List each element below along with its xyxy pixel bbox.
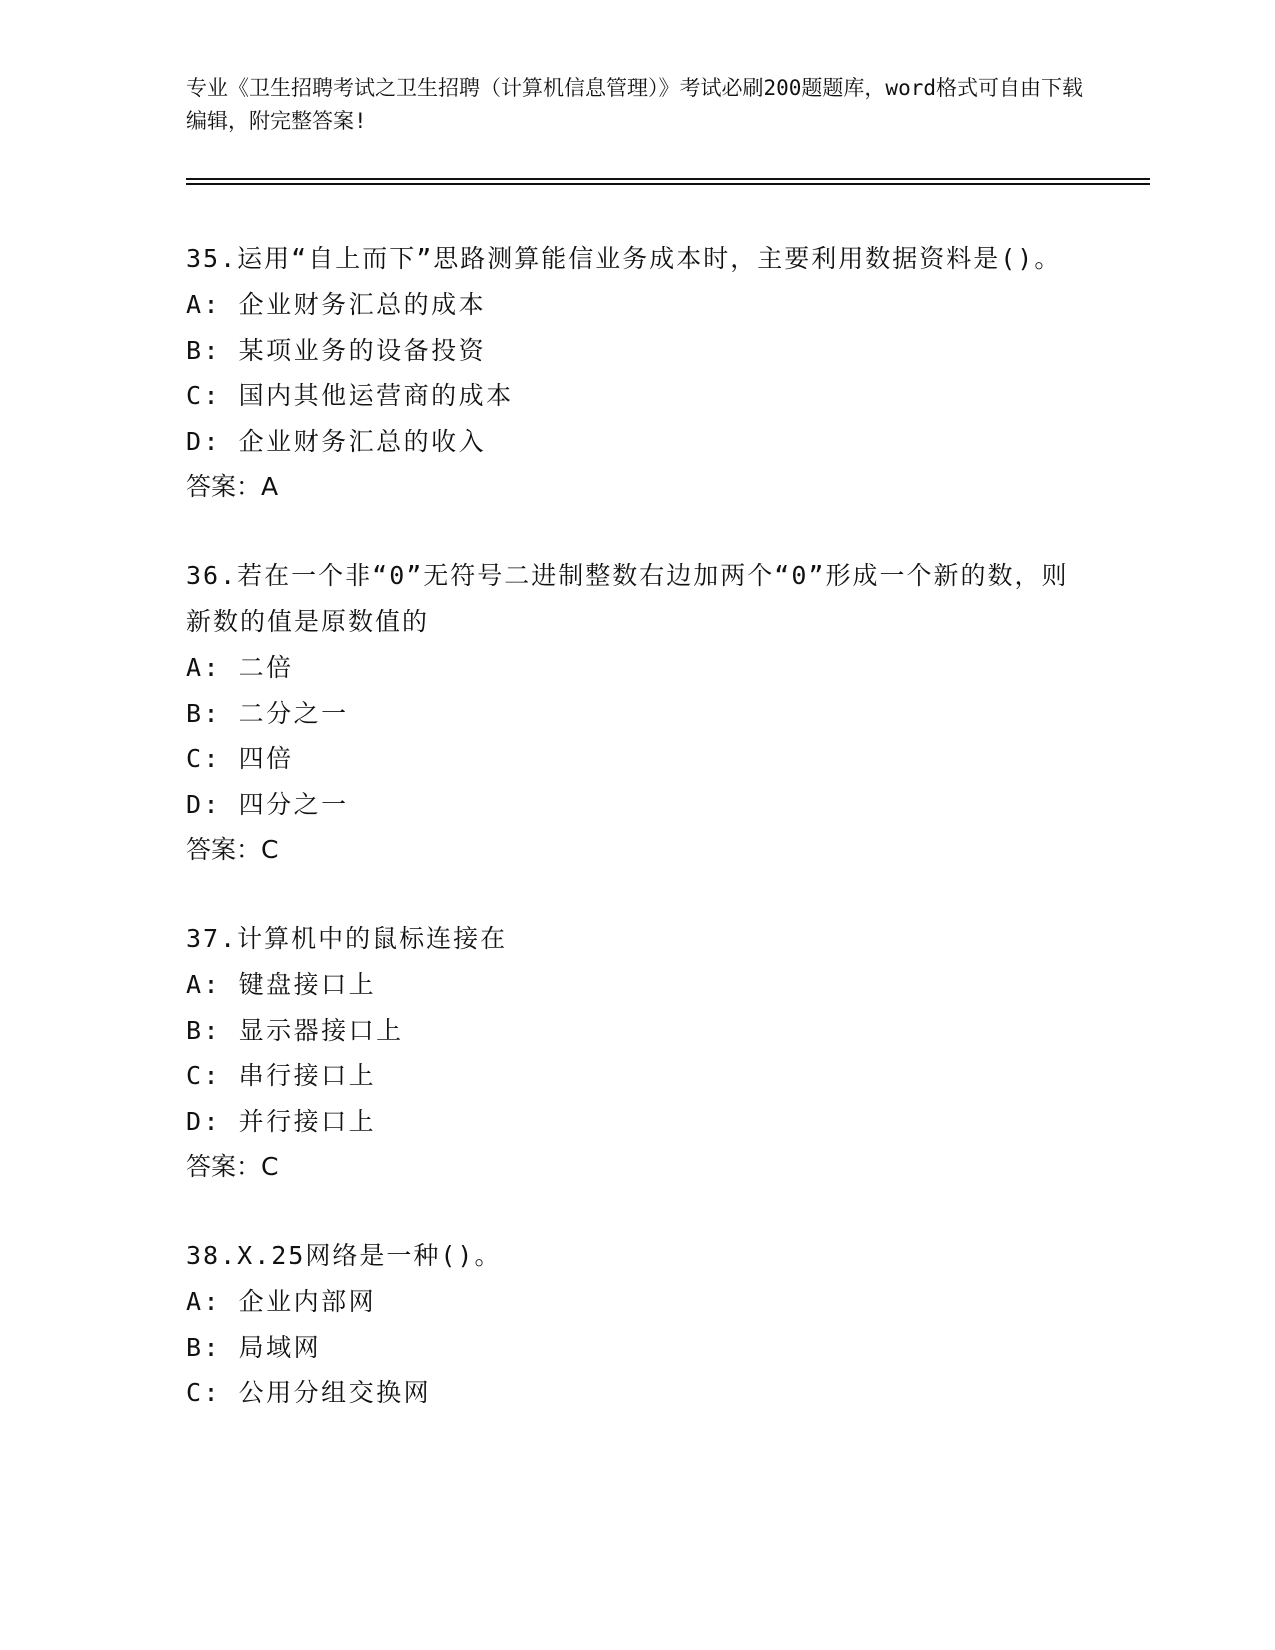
option-c: C: 国内其他运营商的成本 [186,381,514,410]
option-d: D: 并行接口上 [186,1106,377,1136]
option-c: C: 公用分组交换网 [186,1378,432,1407]
answer-line: 答案：C [186,835,279,864]
question-37 [186,916,1086,1190]
option-b: B: 某项业务的设备投资 [186,335,487,365]
question-stem: 35.运用“自上而下”思路测算能信业务成本时，主要利用数据资料是()。 [186,244,1062,273]
option-b: B: 显示器接口上 [186,1015,404,1045]
question-38 [186,1233,1086,1416]
question-list [186,236,1086,1459]
question-stem: 37.计算机中的鼠标连接在 [186,924,508,953]
document-header-note: 专业《卫生招聘考试之卫生招聘（计算机信息管理）》考试必刷200题题库，word格式可自由下载编辑，附完整答案! [186,76,1083,133]
option-b: B: 二分之一 [186,698,349,728]
option-d: D: 企业财务汇总的收入 [186,426,487,456]
header-divider-top [186,178,1150,180]
answer-line: 答案：A [186,472,279,501]
option-a: A: 键盘接口上 [186,970,377,999]
option-a: A: 企业内部网 [186,1287,377,1316]
option-c: C: 串行接口上 [186,1061,377,1090]
header-divider-bottom [186,183,1150,185]
question-stem: 38.X.25网络是一种()。 [186,1241,502,1270]
option-d: D: 四分之一 [186,789,349,819]
option-c: C: 四倍 [186,744,294,773]
question-36 [186,553,1086,873]
question-35 [186,236,1086,510]
answer-line: 答案：C [186,1152,279,1181]
option-a: A: 二倍 [186,653,294,682]
question-stem: 36.若在一个非“0”无符号二进制整数右边加两个“0”形成一个新的数，则新数的值是原数值的 [186,561,1069,636]
option-a: A: 企业财务汇总的成本 [186,290,487,319]
option-b: B: 局域网 [186,1332,322,1362]
